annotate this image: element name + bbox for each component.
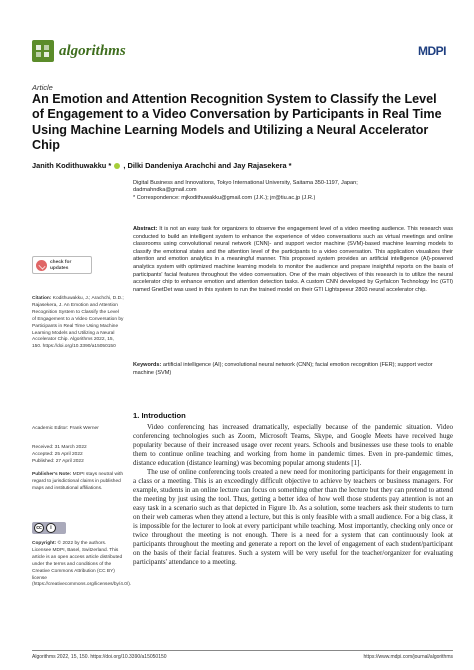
publisher-name: MDPI (418, 44, 446, 58)
article-title: An Emotion and Attention Recognition System to Classify the Level of Engagement to a Video Conversation by Participants in Real Time Using Machine Learning Models and Utilizing a Neural Accelerator Chip (32, 92, 442, 153)
citation (32, 296, 124, 351)
article-type: Article (32, 83, 53, 92)
cc-by-license-icon[interactable] (32, 522, 66, 534)
footer-citation[interactable]: Algorithms 2022, 15, 150. https://doi.org/10.3390/a15050150 (32, 654, 167, 660)
introduction-body (133, 423, 453, 567)
page-footer (32, 650, 453, 660)
abstract (133, 226, 453, 294)
copyright-text[interactable]: © 2022 by the authors. Licensee MDPI, Basel, Switzerland. This article is an open access article distributed under the terms and conditions of the Creative Commons Attribution (CC BY) license (https://creativecommons.org/licenses/by/4.0/). (32, 541, 132, 588)
cc-icon: cc (34, 523, 44, 533)
mdpi-logo[interactable] (418, 41, 452, 61)
orcid-icon[interactable] (114, 163, 120, 169)
copyright-label: Copyright: (32, 541, 57, 546)
by-icon: i (46, 523, 56, 533)
author-rest[interactable]: , Dilki Dandeniya Arachchi and Jay Rajasekera * (123, 161, 292, 170)
keywords-text: artificial intelligence (AI); convolutional neural network (CNN); facial emotion recognition (FER); support vector machine (SVM) (133, 362, 433, 376)
abstract-text: It is not an easy task for organizers to observe the engagement level of a video meeting audience. This research was conducted to build an intelligent system to enhance the experience of video conversations such as virtual meetings and online classrooms using convolutional neural network (CNN)- and support vector machine (SVM)-based machine learning models to classify the emotional states and the attention level of the participants to a video conversation. This application visualizes their attention and emotion analytics in a meaningful manner. This proposed system provides an artificial intelligence (AI)-powered analytics system with optimized machine learning models to monitor the audience and prepare insightful reports on the basis of participants' facial features throughout the video conversation. One of the main objectives of this research is to utilize the neural accelerator chip to enhance emotion and attention detection tasks. A custom CNN developed by Gyrfalcon Technology Inc (GTI) named GnetDet was used in this system to run the trained model on their GTI Lightspeeur 2803 neural accelerator chip. (133, 226, 453, 293)
check-updates-line2: updates (50, 265, 69, 271)
author-list (32, 161, 452, 170)
copyright (32, 541, 132, 589)
author-1[interactable]: Janith Kodithuwakku * (32, 161, 112, 170)
correspondence[interactable]: * Correspondence: mjkodithuwakku@gmail.com (J.K.); jrr@tiu.ac.jp (J.R.) (133, 194, 316, 201)
academic-editor: Academic Editor: Frank Werner (32, 426, 99, 431)
affiliation-line: Digital Business and Innovations, Tokyo International University, Saitama 350-1197, Japan; (133, 180, 358, 186)
received-date: Received: 31 March 2022 (32, 445, 87, 450)
affiliation-email[interactable]: dadmahndka@gmail.com (133, 187, 197, 194)
paragraph-2: The use of online conferencing tools created a new need for monitoring participants for their engagement in a class or a meeting. This is an exceedingly difficult objective to achieve by teachers or business managers. For example, students in an online lecture can focus on something other than the lecture but they can pretend to attend the meeting by just using the tool. Thus, getting a better idea of how well those students pay attention is not an easy task in a scenario such as that depicted in Figure 1b. As a solution, some teachers ask their students to turn on their web cameras when they attend a lecture, but this is only feasible with a small audience. For a big class, it is impossible for the lecturer to look at every participant while teaching. Most importantly, checking only once or twice throughout the meeting is not enough. There is a need for a system that can continuously look at participants throughout the meeting and generate a report on the level of engagement of each student/participant on the basis of their facial features. Such a system will be very useful for the teacher/organizer for evaluating participants' attendance to a meeting. (133, 468, 453, 566)
check-updates-line1: check for (50, 260, 72, 265)
citation-text[interactable]: Kodithuwakku, J.; Arachchi, D.D.; Rajasekera, J. An Emotion and Attention Recognition System to Classify the Level of Engagement to a Video Conversation by Participants in Real Time Using Machine Learning Models and Utilizing a Neural Accelerator Chip. Algorithms 2022, 15, 150. https://doi.org/10.3390/a15050150 (32, 296, 124, 350)
check-icon (36, 260, 47, 271)
journal-header (32, 40, 452, 64)
journal-name: algorithms (59, 43, 126, 59)
paragraph-1: Video conferencing has increased dramatically, especially because of the pandemic situation. Video conferencing technologies such as Zoom, Microsoft Teams, Skype, and Google Meets have received huge popularity because of their increased usage over recent years. Schools and businesses use these tools to enable them to continue online teaching and working from home in pandemic times. Even in pre-pandemic times, distance education (distance learning) was becoming popular among students [1]. (133, 423, 453, 467)
published-date: Published: 27 April 2022 (32, 459, 84, 465)
keywords (133, 362, 453, 377)
journal-logo-icon (32, 40, 54, 62)
check-for-updates-button[interactable] (32, 256, 92, 274)
note-label: Publisher's Note: (32, 472, 72, 477)
abstract-label: Abstract: (133, 226, 158, 232)
affiliations (133, 180, 453, 202)
publication-dates (32, 444, 124, 466)
keywords-label: Keywords: (133, 362, 162, 368)
note-text: MDPI stays neutral with regard to jurisdictional claims in published maps and institutional affiliations. (32, 472, 123, 491)
accepted-date: Accepted: 25 April 2022 (32, 452, 83, 458)
citation-label: Citation: (32, 296, 52, 301)
section-heading: 1. Introduction (133, 411, 186, 420)
footer-journal-link[interactable]: https://www.mdpi.com/journal/algorithms (363, 654, 453, 660)
publisher-note (32, 472, 124, 493)
